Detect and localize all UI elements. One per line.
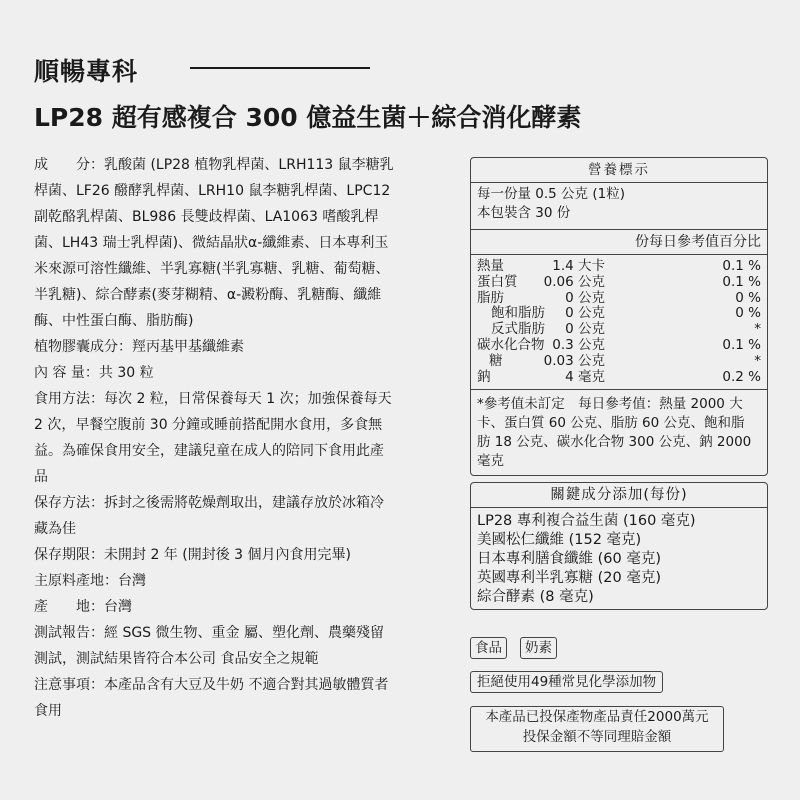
nutrient-percent: * (754, 321, 761, 338)
note-line: 毫克 (477, 453, 504, 470)
nutrient-name: 反式脂肪 (491, 321, 545, 338)
nutrient-name: 碳水化合物 (477, 336, 545, 353)
liability-line: 投保金額不等同理賠金額 (522, 729, 672, 745)
key-ingredient-item: 英國專利半乳寡糖 (20 毫克) (477, 570, 661, 586)
nutrient-amount: 1.4 大卡 (552, 258, 605, 274)
info-line: 產 地：台灣 (34, 599, 132, 615)
nutrient-percent: 0.1 % (722, 258, 761, 274)
nutrition-row (477, 338, 761, 354)
note-line: 肪 18 公克、碳水化合物 300 公克、鈉 2000 (477, 434, 752, 451)
nutrient-amount: 0.03 公克 (543, 352, 605, 369)
info-line: 內 容 量：共 30 粒 (34, 365, 154, 381)
nutrient-percent: 0.1 % (722, 336, 761, 353)
nutrient-amount: 4 毫克 (565, 368, 605, 385)
nutrient-name: 糖 (489, 352, 503, 369)
nutrient-name: 熱量 (477, 258, 504, 274)
nutrition-row (477, 322, 761, 338)
key-ingredient-item: 日本專利膳食纖維 (60 毫克) (477, 551, 661, 567)
info-line: 桿菌、LF26 醱酵乳桿菌、LRH10 鼠李糖乳桿菌、LPC12 (34, 183, 391, 199)
nutrition-row (477, 370, 761, 386)
nutrient-amount: 0.06 公克 (543, 273, 605, 290)
servings-per-package: 本包裝含 30 份 (477, 205, 571, 221)
nutrient-name: 飽和脂肪 (491, 305, 545, 322)
info-line: 主原料產地：台灣 (34, 573, 146, 589)
nutrient-name: 蛋白質 (477, 273, 518, 290)
info-line: 米來源可溶性纖維、半乳寡糖(半乳寡糖、乳糖、葡萄糖、 (34, 261, 390, 277)
key-ingredients-list (471, 508, 767, 611)
nutrition-title: 營養標示 (471, 158, 767, 183)
liability-line: 本產品已投保產物產品責任2000萬元 (485, 709, 709, 725)
info-line: 保存方法：拆封之後需將乾燥劑取出，建議存放於冰箱冷 (34, 495, 384, 511)
liability-insurance-box (470, 706, 724, 752)
nutrition-note (471, 390, 767, 475)
info-line: 食用 (34, 703, 62, 719)
nutrition-serving (471, 183, 767, 230)
serving-size: 每一份量 0.5 公克 (1粒) (477, 186, 625, 202)
info-line: 藏為佳 (34, 521, 76, 537)
info-line: 菌、LH43 瑞士乳桿菌)、微結晶狀α-纖維素、日本專利玉 (34, 235, 389, 251)
note-line: *參考值未訂定 每日參考值：熱量 2000 大 (477, 396, 743, 413)
nutrient-amount: 0 公克 (565, 305, 605, 322)
nutrition-facts-panel (470, 157, 768, 476)
nutrition-row (477, 306, 761, 322)
info-line: 植物膠囊成分：羥丙基甲基纖維素 (34, 339, 244, 355)
nutrient-percent: 0 % (735, 305, 761, 322)
info-line: 品 (34, 469, 48, 485)
nutrition-row (477, 354, 761, 370)
info-line: 酶、中性蛋白酶、脂肪酶) (34, 313, 194, 329)
vegetarian-milk-tag: 奶素 (520, 637, 557, 659)
info-line: 2 次，早餐空腹前 30 分鐘或睡前搭配開水食用，多食無 (34, 417, 383, 433)
nutrient-name: 鈉 (477, 368, 491, 385)
nutrient-percent: 0.2 % (722, 368, 761, 385)
info-line: 食用方法：每次 2 粒，日常保養每天 1 次；加強保養每天 (34, 391, 392, 407)
info-line: 成 分：乳酸菌 (LP28 植物乳桿菌、LRH113 鼠李糖乳 (34, 157, 394, 173)
key-ingredient-item: 美國松仁纖維 (152 毫克) (477, 532, 642, 548)
food-tag: 食品 (470, 637, 507, 659)
nutrition-rows (471, 255, 767, 390)
key-ingredient-item: LP28 專利複合益生菌 (160 毫克) (477, 513, 696, 529)
info-line: 注意事項：本產品含有大豆及牛奶 不適合對其過敏體質者 (34, 677, 389, 693)
nutrient-percent: * (754, 352, 761, 369)
nutrition-row (477, 275, 761, 291)
nutrient-amount: 0 公克 (565, 289, 605, 306)
info-line: 保存期限：未開封 2 年 (開封後 3 個月內食用完畢) (34, 547, 351, 563)
note-line: 卡、蛋白質 60 公克、脂肪 60 公克、飽和脂 (477, 415, 745, 432)
key-ingredient-item: 綜合酵素 (8 毫克) (477, 589, 594, 605)
header-rule (190, 67, 370, 69)
nutrient-name: 脂肪 (477, 289, 504, 306)
info-line: 測試，測試結果皆符合本公司 食品安全之規範 (34, 651, 319, 667)
info-line: 半乳糖)、綜合酵素(麥芽糊精、α-澱粉酶、乳糖酶、纖維 (34, 287, 382, 303)
nutrient-amount: 0.3 公克 (552, 336, 605, 353)
info-line: 副乾酪乳桿菌、BL986 長雙歧桿菌、LA1063 嗜酸乳桿 (34, 209, 379, 225)
key-ingredients-panel (470, 482, 768, 610)
nutrient-percent: 0.1 % (722, 273, 761, 290)
nutrient-percent: 0 % (735, 289, 761, 306)
nutrient-amount: 0 公克 (565, 321, 605, 338)
product-title: LP28 超有感複合 300 億益生菌＋綜合消化酵素 (34, 103, 582, 132)
nutrition-row (477, 259, 761, 275)
product-info-column (34, 152, 464, 724)
info-line: 測試報告：經 SGS 微生物、重金 屬、塑化劑、農藥殘留 (34, 625, 384, 641)
nutrition-column-header: 份每日參考值百分比 (471, 230, 767, 255)
product-category: 順暢專科 (34, 57, 139, 86)
no-additives-tag: 拒絕使用49種常見化學添加物 (470, 671, 663, 693)
info-line: 益。為確保食用安全，建議兒童在成人的陪同下食用此產 (34, 443, 384, 459)
key-ingredients-title: 關鍵成分添加(每份) (471, 483, 767, 508)
